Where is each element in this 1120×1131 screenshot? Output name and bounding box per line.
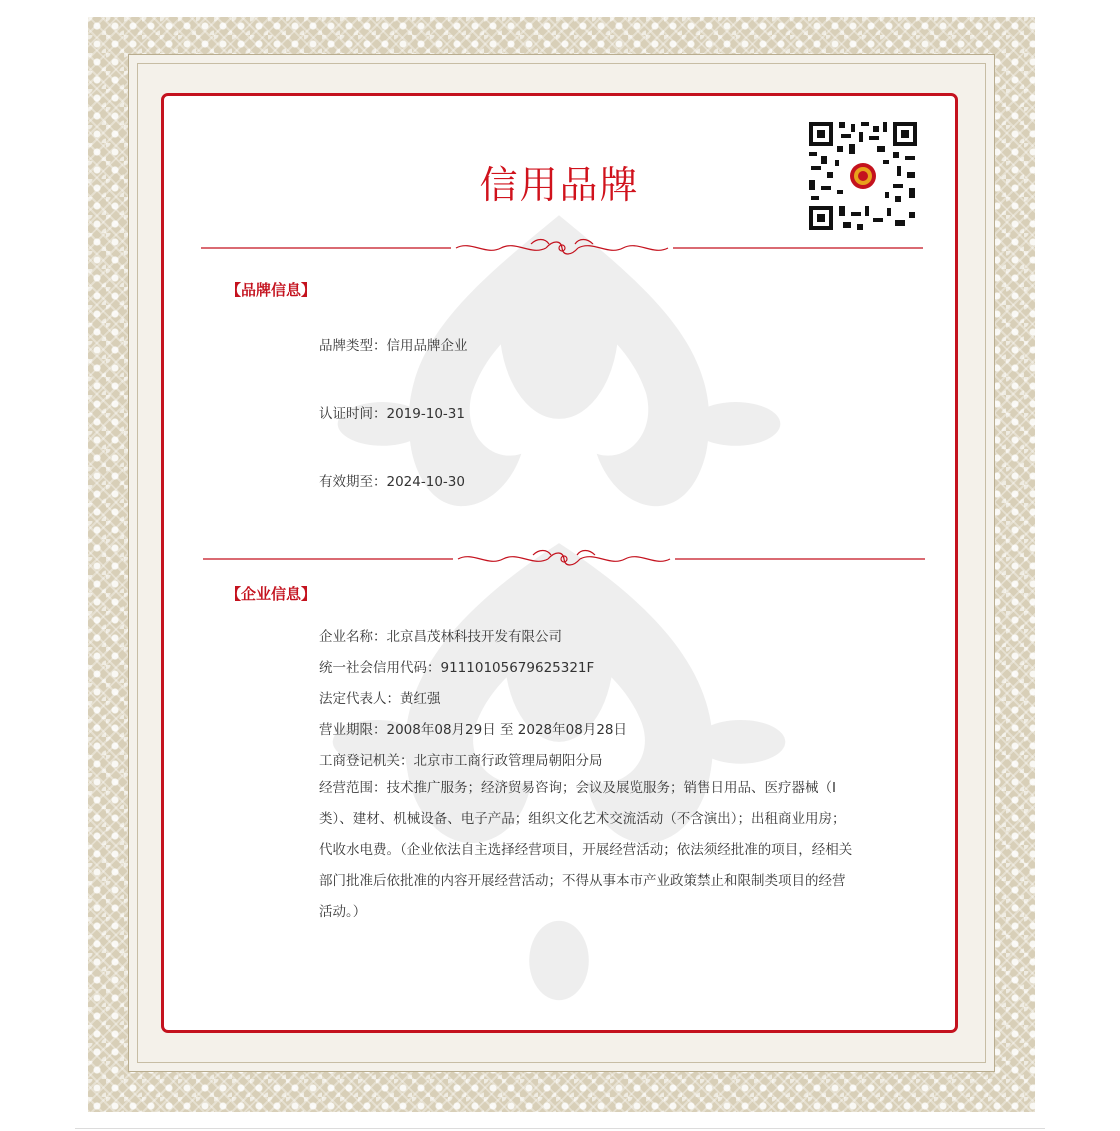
qr-code-icon [807,120,919,232]
certification-date: 认证时间：2019-10-31 [319,406,465,422]
legal-representative: 法定代表人：黄红强 [319,691,441,707]
ornamental-divider-top [201,238,923,258]
business-scope: 经营范围：技术推广服务；经济贸易咨询；会议及展览服务；销售日用品、医疗器械（Ⅰ类）、建材、机械设备、电子产品；组织文化艺术交流活动（不含演出）；出租商业用房；代收水电费。（企业依法自主选择经营项目，开展经营活动；依法须经批准的项目，经相关部门批准后依批准的内容开展经营活动；不得从事本市产业政策禁止和限制类项目的经营活动。） [319,780,853,920]
business-term: 营业期限：2008年08月29日 至 2028年08月28日 [319,722,628,738]
ornamental-divider-middle [203,549,925,569]
certificate-card [161,93,958,1033]
brand-info-heading: 【品牌信息】 [226,281,317,299]
credit-code: 统一社会信用代码：91110105679625321F [319,660,595,676]
valid-until: 有效期至：2024-10-30 [319,474,465,490]
company-info-heading: 【企业信息】 [226,585,317,603]
brand-type: 品牌类型：信用品牌企业 [319,338,468,354]
registration-authority: 工商登记机关：北京市工商行政管理局朝阳分局 [319,753,603,769]
company-name: 企业名称：北京昌茂林科技开发有限公司 [319,629,562,645]
page-bottom-rule [75,1128,1045,1129]
page-title: 信用品牌 [479,163,640,207]
